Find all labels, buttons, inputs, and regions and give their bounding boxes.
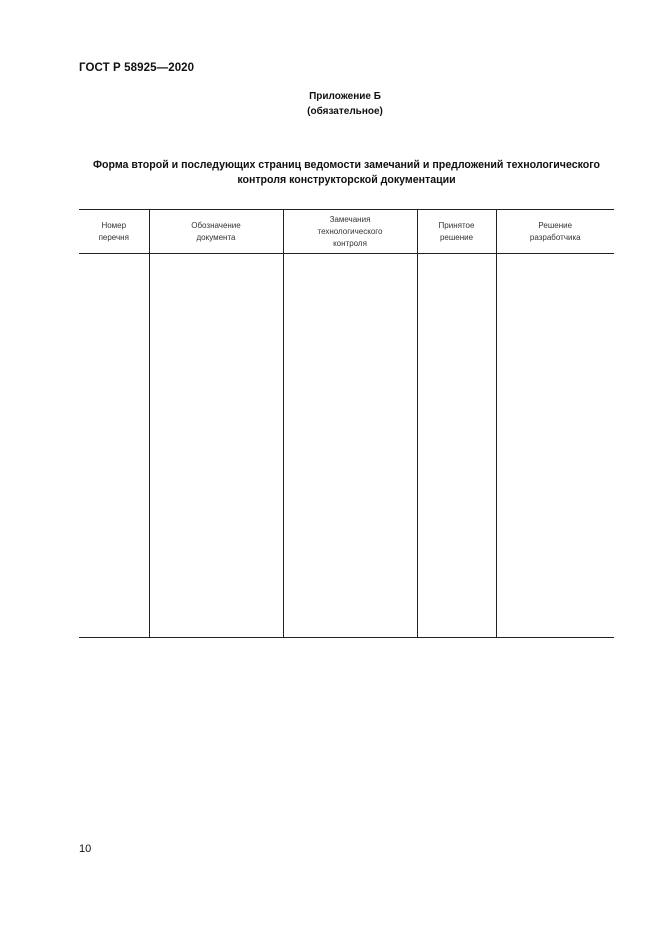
column-header-item-number — [79, 210, 149, 254]
column-header-technological-remarks — [283, 210, 417, 254]
form-title — [79, 158, 614, 188]
column-header-line: контроля — [333, 238, 367, 248]
column-header-document-designation — [149, 210, 283, 254]
column-header-line: перечня — [98, 232, 129, 242]
empty-cell-document-designation — [149, 254, 283, 638]
form-title-line-2: контроля конструкторской документации — [237, 174, 456, 186]
empty-cell-item-number — [79, 254, 149, 638]
appendix-title: Приложение Б — [309, 91, 381, 102]
column-header-line: решение — [439, 232, 474, 242]
column-header-line: Замечания — [329, 214, 371, 224]
appendix-heading — [0, 89, 661, 119]
form-title-line-1: Форма второй и последующих страниц ведомости замечаний и предложений технологического — [93, 159, 600, 171]
table-row — [79, 254, 614, 638]
column-header-line: технологического — [317, 226, 383, 236]
empty-cell-technological-remarks — [283, 254, 417, 638]
appendix-status: (обязательное) — [307, 106, 383, 117]
column-header-line: разработчика — [529, 232, 581, 242]
column-header-developer-decision — [496, 210, 614, 254]
column-header-line: документа — [196, 232, 236, 242]
document-code: ГОСТ Р 58925—2020 — [79, 62, 195, 74]
table-header-row — [79, 210, 614, 254]
empty-cell-accepted-decision — [417, 254, 496, 638]
column-header-line: Принятое — [438, 220, 475, 230]
column-header-line: Обозначение — [191, 220, 241, 230]
page-number: 10 — [79, 843, 92, 855]
column-header-line: Номер — [101, 220, 127, 230]
empty-cell-developer-decision — [496, 254, 614, 638]
remarks-form-table — [79, 209, 614, 638]
column-header-accepted-decision — [417, 210, 496, 254]
column-header-line: Решение — [538, 220, 573, 230]
